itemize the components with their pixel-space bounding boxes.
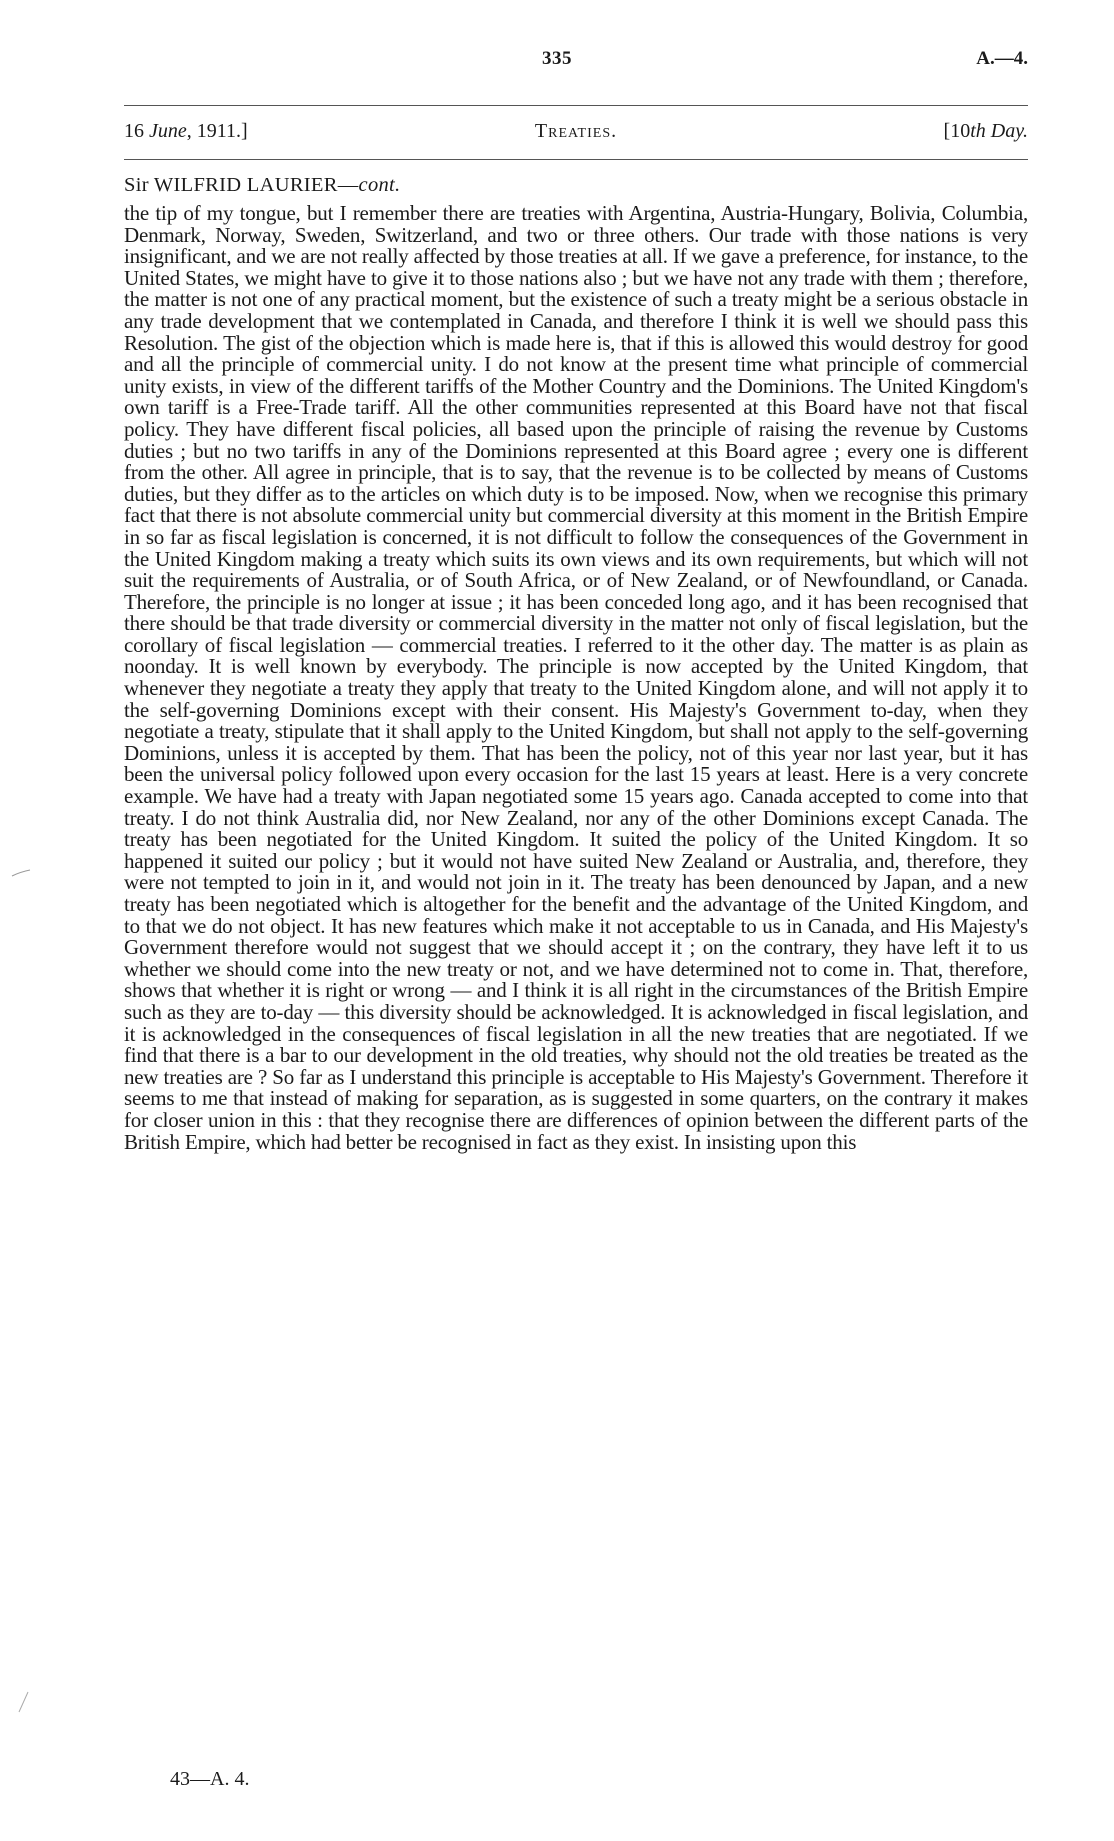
page-number: 335 <box>542 48 572 69</box>
header-bottom-rule <box>124 159 1028 160</box>
running-head-date: 16 June, 1911.] <box>124 120 248 142</box>
running-head-day: [10th Day. <box>943 120 1028 142</box>
signature-mark: 43—A. 4. <box>170 1768 250 1790</box>
margin-pencil-mark-icon <box>10 860 32 882</box>
speaker-heading: Sir WILFRID LAURIER—cont. <box>124 174 401 196</box>
speech-body: the tip of my tongue, but I remember there are treaties with Argentina, Austria-Hungary, Bolivia, Columbia, Denmark, Norway, Sweden, Switzerland, and two or three others. Our trade with those nations is very insignificant, and we are not really affected by those treaties at all. If we gave a preference, for instance, to the United States, we might have to give it to those nations also ; but we have not any trade with them ; therefore, the matter is not one of any practical moment, but the existence of such a treaty might be a serious obstacle in any trade development that we contemplated in Canada, and therefore I think it is well we should pass this Resolution. The gist of the objection which is made here is, that if this is allowed this would destroy for good and all the principle of commercial unity. I do not know at the present time what principle of commercial unity exists, in view of the different tariffs of the Mother Country and the Dominions. The United Kingdom's own tariff is a Free-Trade tariff. All the other communities represented at this Board have not that fiscal policy. They have different fiscal policies, all based upon the principle of raising the revenue by Customs duties ; but no two tariffs in any of the Dominions represented at this Board agree ; every one is different from the other. All agree in principle, that is to say, that the revenue is to be collected by means of Customs duties, but they differ as to the articles on which duty is to be imposed. Now, when we recognise this primary fact that there is not absolute commercial unity but commercial diversity at this moment in the British Empire in so far as fiscal legislation is concerned, it is not difficult to follow the consequences of the Government in the United Kingdom making a treaty which suits its own views and its own requirements, but which will not suit the requirements of Australia, or of South Africa, or of New Zealand, or of Newfoundland, or Canada. Therefore, the principle is no longer at issue ; it has been conceded long ago, and it has been recognised that there should be that trade diversity or commercial diversity in the matter not only of fiscal legislation, but the corollary of fiscal legislation — commercial treaties. I referred to it the other day. The matter is as plain as noonday. It is well known by everybody. The principle is now accepted by the United Kingdom, that whenever they negotiate a treaty they apply that treaty to the United Kingdom alone, and will not apply it to the self-governing Dominions except with their consent. His Majesty's Government to-day, when they negotiate a treaty, stipulate that it shall apply to the United Kingdom, but shall not apply to the self-governing Dominions, unless it is accepted by them. That has been the policy, not of this year nor last year, but it has been the universal policy followed upon every occasion for the last 15 years at least. Here is a very concrete example. We have had a treaty with Japan negotiated some 15 years ago. Canada accepted to come into that treaty. I do not think Australia did, nor New Zealand, nor any of the other Dominions except Canada. The treaty has been negotiated for the United Kingdom. It suited the policy of the United Kingdom. It so happened it suited our policy ; but it would not have suited New Zealand or Australia, and, therefore, they were not tempted to join in it, and would not join in it. The treaty has been denounced by Japan, and a new treaty has been negotiated which is altogether for the benefit and the advantage of the United Kingdom, and to that we do not object. It has new features which make it not acceptable to us in Canada, and His Majesty's Government therefore would not suggest that we should accept it ; on the contrary, they have left it to us whether we should come into the new treaty or not, and we have determined not to come in. That, therefore, shows that whether it is right or wrong — and I think it is all right in the circumstances of the British Empire such as they are to-day — this diversity should be acknowledged. It is acknowledged in fiscal legislation, and it is acknowledged in the consequences of fiscal legislation in all the new treaties that are negotiated. If we find that there is a bar to our development in the old treaties, why should not the old treaties be treated as the new treaties are ? So far as I understand this principle is acceptable to His Majesty's Government. Therefore it seems to me that instead of making for separation, as is suggested in some quarters, on the contrary it makes for closer union in this : that they recognise there are differences of opinion between the different parts of the British Empire, which had better be recognised in fact as they exist. In insisting upon this <box>124 201 1028 1154</box>
header-top-rule <box>124 105 1028 106</box>
running-head <box>124 120 1028 150</box>
running-head-title: Treaties. <box>534 120 618 142</box>
paper-reference: A.—4. <box>976 48 1028 69</box>
margin-pencil-stroke-icon <box>16 1690 30 1714</box>
